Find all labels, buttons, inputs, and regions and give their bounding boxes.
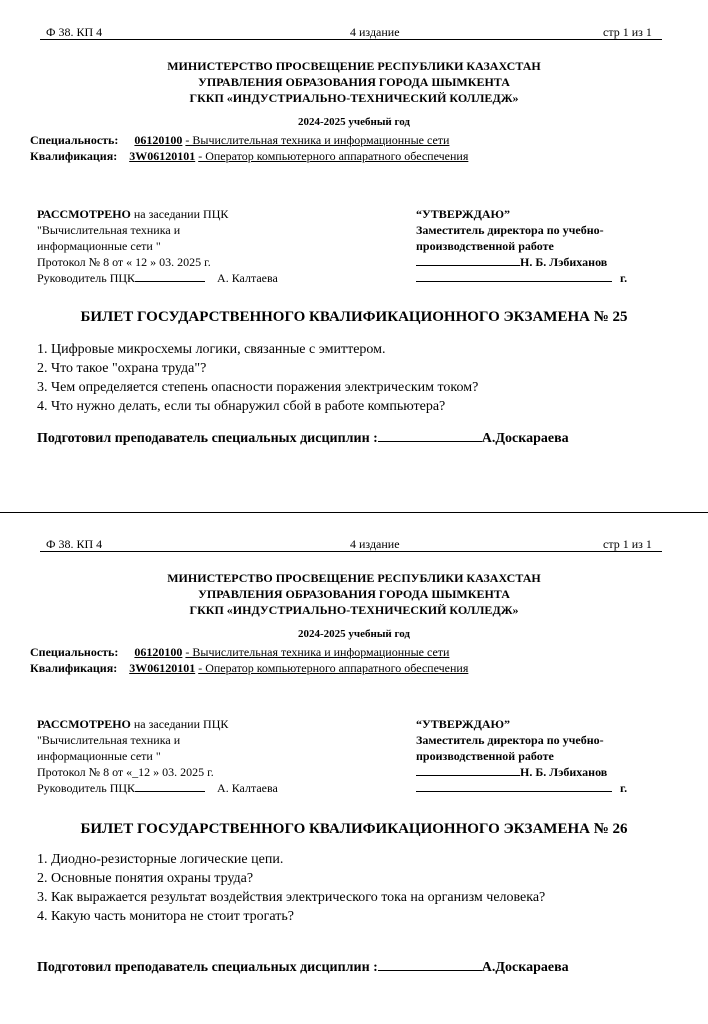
question-4: 4. Какую часть монитора не стоит трогать? [37,909,294,924]
org-line-1: МИНИСТЕРСТВО ПРОСВЕЩЕНИЕ РЕСПУБЛИКИ КАЗАХСТАН [167,59,541,73]
question-3: 3. Чем определяется степень опасности поражения электрическим током? [37,380,479,395]
reviewed-title: РАССМОТРЕНО [37,207,131,221]
date-line [416,781,612,792]
academic-year: 2024-2025 учебный год [298,628,410,640]
org-line-2: УПРАВЛЕНИЯ ОБРАЗОВАНИЯ ГОРОДА ШЫМКЕНТА [198,75,510,89]
approve-name: Н. Б. Лэбиханов [520,255,608,269]
specialty-code: 06120100 [134,133,183,147]
date-line [416,271,612,282]
head-row [37,781,278,796]
approve-year-suffix: г. [620,271,628,285]
prepared-row [37,431,569,447]
prepared-name: А.Доскараева [481,960,569,975]
reviewed-title-row [37,717,228,732]
qualification-code: 3W06120101 [129,661,196,675]
reviewed-line-2: "Вычислительная техника и [37,733,181,747]
question-4: 4. Что нужно делать, если ты обнаружил сбой в работе компьютера? [37,399,446,414]
signature-line [378,431,482,442]
header-rule [40,551,662,552]
edition: 4 издание [350,25,400,39]
reviewed-line-2: "Вычислительная техника и [37,223,181,237]
approve-name-row [416,765,607,780]
signature-line [135,781,205,792]
reviewed-line-3: информационные сети " [37,749,161,763]
question-2: 2. Что такое "охрана труда"? [37,361,207,376]
qualification-row [30,661,468,676]
qualification-row [30,149,468,164]
reviewed-title-rest: на заседании ПЦК [130,717,229,731]
signature-line [135,271,205,282]
prepared-label: Подготовил преподаватель специальных дисциплин : [37,431,378,446]
qualification-name: - Оператор компьютерного аппаратного обеспечения [198,149,469,163]
approve-line-3: производственной работе [416,749,554,763]
qualification-name: - Оператор компьютерного аппаратного обеспечения [198,661,469,675]
prepared-row [37,960,569,976]
signature-line [416,765,520,776]
approve-date-row [416,781,627,796]
academic-year: 2024-2025 учебный год [298,116,410,128]
page-number: стр 1 из 1 [603,25,652,39]
question-2: 2. Основные понятия охраны труда? [37,871,254,886]
reviewed-title-rest: на заседании ПЦК [130,207,229,221]
approve-year-suffix: г. [620,781,628,795]
ticket-title: БИЛЕТ ГОСУДАРСТВЕННОГО КВАЛИФИКАЦИОННОГО ЭКЗАМЕНА № 26 [80,821,628,837]
question-1: 1. Цифровые микросхемы логики, связанные с эмиттером. [37,342,386,357]
approve-line-2: Заместитель директора по учебно- [416,223,604,237]
org-line-3: ГККП «ИНДУСТРИАЛЬНО-ТЕХНИЧЕСКИЙ КОЛЛЕДЖ» [189,603,519,617]
page-number: стр 1 из 1 [603,537,652,551]
reviewed-line-3: информационные сети " [37,239,161,253]
approve-name-row [416,255,607,270]
org-line-1: МИНИСТЕРСТВО ПРОСВЕЩЕНИЕ РЕСПУБЛИКИ КАЗАХСТАН [167,571,541,585]
specialty-label: Специальность: [30,133,119,147]
form-code: Ф 38. КП 4 [46,25,103,39]
qualification-label: Квалификация: [30,149,118,163]
qualification-code: 3W06120101 [129,149,196,163]
specialty-name: - Вычислительная техника и информационные сети [185,645,450,659]
protocol-line: Протокол № 8 от «_12 » 03. 2025 г. [37,765,214,779]
head-label: Руководитель ПЦК [37,271,136,285]
edition: 4 издание [350,537,400,551]
approve-title: “УТВЕРЖДАЮ” [416,207,511,221]
protocol-line: Протокол № 8 от « 12 » 03. 2025 г. [37,255,211,269]
approve-line-3: производственной работе [416,239,554,253]
prepared-label: Подготовил преподаватель специальных дисциплин : [37,960,378,975]
question-3: 3. Как выражается результат воздействия электрического тока на организм человека? [37,890,546,905]
header-rule [40,39,662,40]
qualification-label: Квалификация: [30,661,118,675]
specialty-code: 06120100 [134,645,183,659]
org-line-2: УПРАВЛЕНИЯ ОБРАЗОВАНИЯ ГОРОДА ШЫМКЕНТА [198,587,510,601]
approve-title: “УТВЕРЖДАЮ” [416,717,511,731]
specialty-row [30,133,449,148]
head-row [37,271,278,286]
org-line-3: ГККП «ИНДУСТРИАЛЬНО-ТЕХНИЧЕСКИЙ КОЛЛЕДЖ» [189,91,519,105]
ticket-separator [0,512,708,513]
question-1: 1. Диодно-резисторные логические цепи. [37,852,284,867]
specialty-row [30,645,449,660]
head-label: Руководитель ПЦК [37,781,136,795]
ticket-title: БИЛЕТ ГОСУДАРСТВЕННОГО КВАЛИФИКАЦИОННОГО ЭКЗАМЕНА № 25 [80,309,628,325]
prepared-name: А.Доскараева [481,431,569,446]
form-code: Ф 38. КП 4 [46,537,103,551]
specialty-label: Специальность: [30,645,119,659]
approve-date-row [416,271,627,286]
head-name: А. Калтаева [217,781,278,795]
reviewed-title-row [37,207,228,222]
head-name: А. Калтаева [217,271,278,285]
signature-line [416,255,520,266]
reviewed-title: РАССМОТРЕНО [37,717,131,731]
specialty-name: - Вычислительная техника и информационные сети [185,133,450,147]
approve-name: Н. Б. Лэбиханов [520,765,608,779]
signature-line [378,960,482,971]
approve-line-2: Заместитель директора по учебно- [416,733,604,747]
